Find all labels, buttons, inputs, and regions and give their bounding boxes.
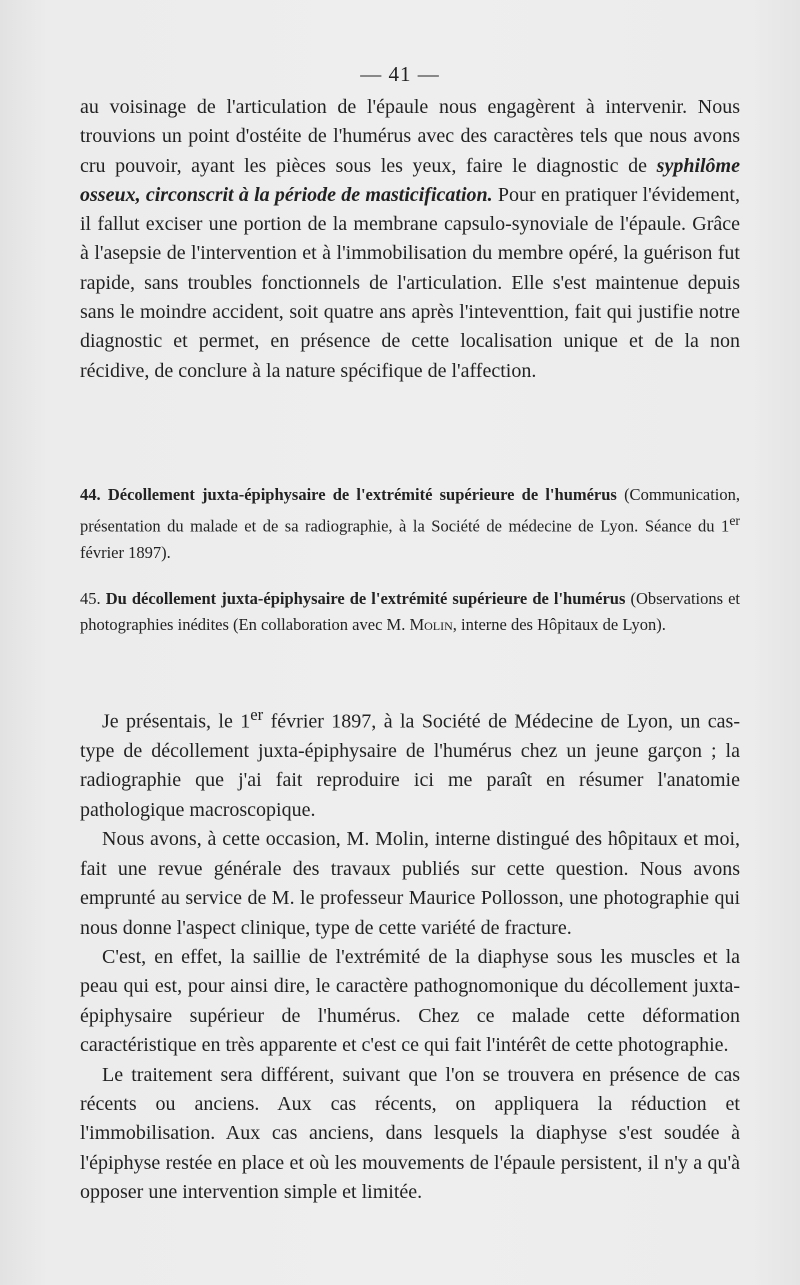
entry-45-title: Du décollement juxta-épiphysaire de l'extrémité supérieure de l'humérus xyxy=(105,589,626,608)
intro-text-b: Pour en pratiquer l'évidement, il fallut exciser une portion de la membrane capsulo-synoviale de l'épaule. Grâce à l'asepsie de l'intervention et à l'immobilisation du membre opéré, la guérison fut rapide, sans troubles fonctionnels de l'articulation. Elle s'est maintenue depuis sans le moindre accident, soit quatre ans après l'inteventtion, fait qui justifie notre diagnostic et permet, en présence de cette localisation unique et de la non récidive, de conclure à la nature spécifique de l'affection. xyxy=(80,183,740,382)
page-number: — 41 — xyxy=(360,62,440,86)
entry-44-number: 44. xyxy=(80,485,101,504)
entry-44-title: Décollement juxta-épiphysaire de l'extrémité supérieure de l'humérus xyxy=(107,485,617,504)
intro-text-a: au voisinage de l'articulation de l'épaule nous engagèrent à intervenir. Nous trouvions un point d'ostéite de l'humérus avec des caractères tels que nous avons cru pouvoir, ayant les pièces sous les yeux, faire le diagnostic de xyxy=(80,96,740,177)
main-p1-b: février 1897, à la Société de Médecine de Lyon, un cas-type de décollement juxta-épiphysaire de l'humérus chez un jeune garçon ; la radiographie que j'ai fait reproduire ici me paraît en résumer l'anatomie pathologique macroscopique. xyxy=(80,710,740,821)
main-p1-sup: er xyxy=(250,705,264,724)
entry-45-text-a: (Observations et photographies inédites (En collaboration avec M. xyxy=(80,589,741,634)
bibliography-entry-44 xyxy=(80,482,740,566)
entry-45-number: 45. xyxy=(80,589,101,608)
main-p1-a: Je présentais, le 1 xyxy=(102,710,251,733)
entry-45-author: Molin xyxy=(409,615,453,634)
entry-44-text-b: février 1897). xyxy=(80,542,171,562)
main-paragraph-4: Le traitement sera différent, suivant que l'on se trouvera en présence de cas récents ou anciens. Aux cas récents, on appliquera la réduction et l'immobilisation. Aux cas anciens, dans lesquels la diaphyse s'est soudée à l'épiphyse restée en place et où les mouvements de l'épaule persistent, il n'y a qu'à opposer une intervention simple et limitée. xyxy=(80,1063,740,1204)
intro-paragraph xyxy=(80,93,740,386)
diagnosis-italic: syphilôme osseux, circonscrit à la période de masticification. xyxy=(80,154,740,206)
bibliography-entry-45 xyxy=(80,586,740,638)
main-paragraph-3: C'est, en effet, la saillie de l'extrémité de la diaphyse sous les muscles et la peau qui est, pour ainsi dire, le caractère pathognomonique du décollement juxta-épiphysaire supérieur de l'humérus. Chez ce malade cette déformation caractéristique en très apparente et c'est ce qui fait l'intérêt de cette photographie. xyxy=(80,945,740,1057)
entry-45-text-b: , interne des Hôpitaux de Lyon). xyxy=(452,615,666,634)
main-paragraph-1 xyxy=(80,700,740,825)
entry-44-text-a: (Communication, présentation du malade et de sa radiographie, à la Société de médecine de Lyon. Séance du 1 xyxy=(80,485,741,536)
main-text xyxy=(80,700,740,1208)
main-paragraph-2: Nous avons, à cette occasion, M. Molin, interne distingué des hôpitaux et moi, fait une revue générale des travaux publiés sur cette question. Nous avons emprunté au service de M. le professeur Maurice Pollosson, une photographie qui nous donne l'aspect clinique, type de cette variété de fracture. xyxy=(80,828,740,939)
entry-44-sup: er xyxy=(729,513,740,528)
